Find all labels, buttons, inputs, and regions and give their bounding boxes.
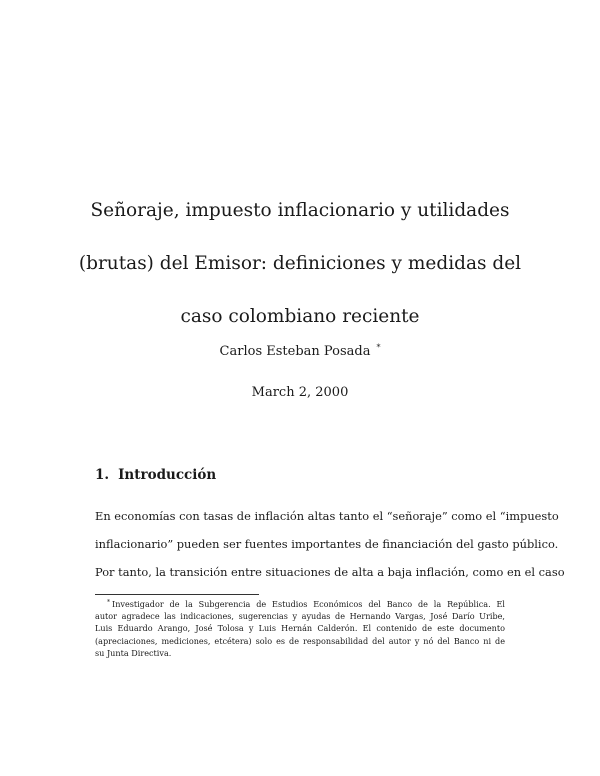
title-line-1: Señoraje, impuesto inflacionario y utilidades xyxy=(90,200,510,221)
footnote-line-1-text: Investigador de la Subgerencia de Estudios Económicos del Banco de la República. El xyxy=(112,599,505,609)
footnote-rule xyxy=(95,594,259,595)
footnote-line-4: (apreciaciones, mediciones, etcétera) solo es de responsabilidad del autor y nó del Banco ni de xyxy=(95,635,505,646)
footnote-mark: * xyxy=(107,599,110,606)
section-title: Introducción xyxy=(118,467,217,483)
title-line-3: caso colombiano reciente xyxy=(180,306,420,327)
author-name: Carlos Esteban Posada xyxy=(219,344,371,359)
body-line-3: Por tanto, la transición entre situaciones de alta a baja inflación, como en el caso xyxy=(95,565,565,579)
author-footnote-mark: * xyxy=(376,343,381,352)
footnote-line-5: su Junta Directiva. xyxy=(95,647,172,658)
section-heading xyxy=(95,467,216,483)
author-line xyxy=(0,343,600,359)
body-line-2: inflacionario” pueden ser fuentes importantes de financiación del gasto público. xyxy=(95,537,559,551)
body-line-1: En economías con tasas de inflación altas tanto el “señoraje” como el “impuesto xyxy=(95,509,559,523)
title-line-2: (brutas) del Emisor: definiciones y medidas del xyxy=(78,253,522,274)
footnote-line-3: Luis Eduardo Arango, José Tolosa y Luis Hernán Calderón. El contenido de este documento xyxy=(95,623,505,634)
section-number: 1. xyxy=(95,467,110,483)
paper-title xyxy=(60,184,540,343)
body-paragraph xyxy=(95,509,565,593)
paper-date: March 2, 2000 xyxy=(251,385,349,400)
footnote xyxy=(95,597,505,659)
footnote-line-1 xyxy=(95,597,505,610)
footnote-line-2: autor agradece las indicaciones, sugerencias y ayudas de Hernando Vargas, José Darío Uribe, xyxy=(95,611,505,622)
